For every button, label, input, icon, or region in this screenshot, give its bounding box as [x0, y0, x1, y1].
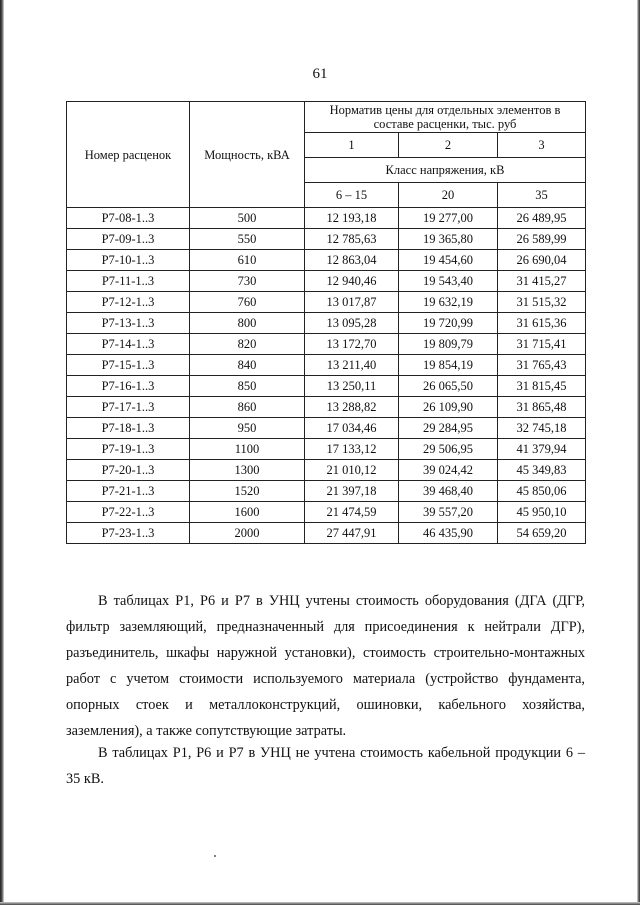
header-voltage-1: 6 – 15 — [305, 183, 399, 208]
cell-price-35: 31 415,27 — [498, 271, 586, 292]
header-voltage-class: Класс напряжения, кВ — [305, 158, 586, 183]
cell-power: 1600 — [190, 502, 305, 523]
cell-price-20: 19 809,79 — [399, 334, 498, 355]
cell-price-20: 39 024,42 — [399, 460, 498, 481]
cell-price-20: 19 543,40 — [399, 271, 498, 292]
cell-code: Р7-13-1..3 — [67, 313, 190, 334]
cell-power: 860 — [190, 397, 305, 418]
table-row — [67, 376, 586, 397]
scan-edge-left — [0, 0, 4, 905]
table-row — [67, 418, 586, 439]
cell-power: 730 — [190, 271, 305, 292]
cell-price-20: 46 435,90 — [399, 523, 498, 544]
cell-code: Р7-15-1..3 — [67, 355, 190, 376]
header-power: Мощность, кВА — [190, 102, 305, 208]
cell-price-6-15: 13 017,87 — [305, 292, 399, 313]
header-code: Номер расценок — [67, 102, 190, 208]
cell-price-6-15: 12 785,63 — [305, 229, 399, 250]
cell-price-35: 41 379,94 — [498, 439, 586, 460]
cell-power: 610 — [190, 250, 305, 271]
cell-code: Р7-23-1..3 — [67, 523, 190, 544]
cell-power: 850 — [190, 376, 305, 397]
cell-power: 820 — [190, 334, 305, 355]
cell-price-20: 19 277,00 — [399, 208, 498, 229]
cell-price-35: 26 489,95 — [498, 208, 586, 229]
cell-price-35: 45 850,06 — [498, 481, 586, 502]
cell-code: Р7-12-1..3 — [67, 292, 190, 313]
table-body — [67, 208, 586, 544]
cell-code: Р7-18-1..3 — [67, 418, 190, 439]
table-row — [67, 439, 586, 460]
cell-price-35: 31 865,48 — [498, 397, 586, 418]
cell-price-6-15: 13 095,28 — [305, 313, 399, 334]
cell-code: Р7-14-1..3 — [67, 334, 190, 355]
cell-price-6-15: 17 034,46 — [305, 418, 399, 439]
cell-price-20: 29 506,95 — [399, 439, 498, 460]
cell-price-20: 19 365,80 — [399, 229, 498, 250]
cell-price-6-15: 17 133,12 — [305, 439, 399, 460]
cell-price-35: 45 349,83 — [498, 460, 586, 481]
cell-price-20: 26 065,50 — [399, 376, 498, 397]
cell-price-20: 39 468,40 — [399, 481, 498, 502]
table-row — [67, 502, 586, 523]
cell-price-6-15: 13 172,70 — [305, 334, 399, 355]
cell-price-20: 19 454,60 — [399, 250, 498, 271]
cell-price-6-15: 21 010,12 — [305, 460, 399, 481]
table-row — [67, 334, 586, 355]
cell-price-35: 31 715,41 — [498, 334, 586, 355]
cell-code: Р7-19-1..3 — [67, 439, 190, 460]
table-row — [67, 313, 586, 334]
cell-price-35: 31 815,45 — [498, 376, 586, 397]
cell-price-20: 39 557,20 — [399, 502, 498, 523]
cell-price-6-15: 12 193,18 — [305, 208, 399, 229]
cell-price-35: 54 659,20 — [498, 523, 586, 544]
cell-price-35: 26 589,99 — [498, 229, 586, 250]
table-row — [67, 271, 586, 292]
cell-price-20: 19 632,19 — [399, 292, 498, 313]
cell-code: Р7-16-1..3 — [67, 376, 190, 397]
cell-price-35: 31 765,43 — [498, 355, 586, 376]
cell-power: 500 — [190, 208, 305, 229]
cell-price-20: 29 284,95 — [399, 418, 498, 439]
cell-code: Р7-09-1..3 — [67, 229, 190, 250]
table-row — [67, 355, 586, 376]
paragraph-included-costs: В таблицах Р1, Р6 и Р7 в УНЦ учтены стоимость оборудования (ДГА (ДГР, фильтр заземляющий, предназначенный для присоединения к нейтрали ДГР), разъединитель, шкафы наружной установки), стоимость строительно-монтажных работ с учетом стоимости используемого материала (устройство фундамента, опорных стоек и металлоконструкций, ошиновки, кабельного хозяйства, заземления), а также сопутствующие затраты. — [66, 593, 585, 739]
cell-code: Р7-11-1..3 — [67, 271, 190, 292]
price-table — [66, 101, 586, 544]
table-row — [67, 208, 586, 229]
cell-power: 1520 — [190, 481, 305, 502]
table-row — [67, 292, 586, 313]
cell-price-6-15: 13 250,11 — [305, 376, 399, 397]
cell-price-6-15: 21 397,18 — [305, 481, 399, 502]
table-row — [67, 481, 586, 502]
header-col-1: 1 — [305, 133, 399, 158]
paragraph-excluded-costs: В таблицах Р1, Р6 и Р7 в УНЦ не учтена стоимость кабельной продукции 6 – 35 кВ. — [66, 745, 585, 787]
cell-price-35: 45 950,10 — [498, 502, 586, 523]
header-col-3: 3 — [498, 133, 586, 158]
cell-price-35: 26 690,04 — [498, 250, 586, 271]
cell-price-6-15: 13 288,82 — [305, 397, 399, 418]
cell-code: Р7-17-1..3 — [67, 397, 190, 418]
cell-code: Р7-08-1..3 — [67, 208, 190, 229]
table-row — [67, 460, 586, 481]
header-voltage-3: 35 — [498, 183, 586, 208]
header-col-2: 2 — [399, 133, 498, 158]
cell-power: 950 — [190, 418, 305, 439]
table-row — [67, 250, 586, 271]
cell-code: Р7-22-1..3 — [67, 502, 190, 523]
table-row — [67, 523, 586, 544]
cell-power: 2000 — [190, 523, 305, 544]
cell-power: 1300 — [190, 460, 305, 481]
cell-code: Р7-21-1..3 — [67, 481, 190, 502]
cell-price-35: 31 615,36 — [498, 313, 586, 334]
scan-speck — [214, 855, 216, 857]
cell-price-6-15: 27 447,91 — [305, 523, 399, 544]
header-voltage-2: 20 — [399, 183, 498, 208]
cell-price-20: 26 109,90 — [399, 397, 498, 418]
cell-code: Р7-20-1..3 — [67, 460, 190, 481]
cell-price-6-15: 12 940,46 — [305, 271, 399, 292]
cell-price-6-15: 21 474,59 — [305, 502, 399, 523]
cell-price-6-15: 13 211,40 — [305, 355, 399, 376]
page-number: 61 — [312, 66, 328, 82]
cell-power: 1100 — [190, 439, 305, 460]
cell-power: 550 — [190, 229, 305, 250]
cell-price-35: 31 515,32 — [498, 292, 586, 313]
cell-price-35: 32 745,18 — [498, 418, 586, 439]
table-row — [67, 229, 586, 250]
table-row — [67, 397, 586, 418]
cell-power: 800 — [190, 313, 305, 334]
header-norm: Норматив цены для отдельных элементов в составе расценки, тыс. руб — [305, 102, 586, 133]
cell-power: 840 — [190, 355, 305, 376]
cell-price-6-15: 12 863,04 — [305, 250, 399, 271]
cell-price-20: 19 720,99 — [399, 313, 498, 334]
cell-price-20: 19 854,19 — [399, 355, 498, 376]
cell-power: 760 — [190, 292, 305, 313]
cell-code: Р7-10-1..3 — [67, 250, 190, 271]
